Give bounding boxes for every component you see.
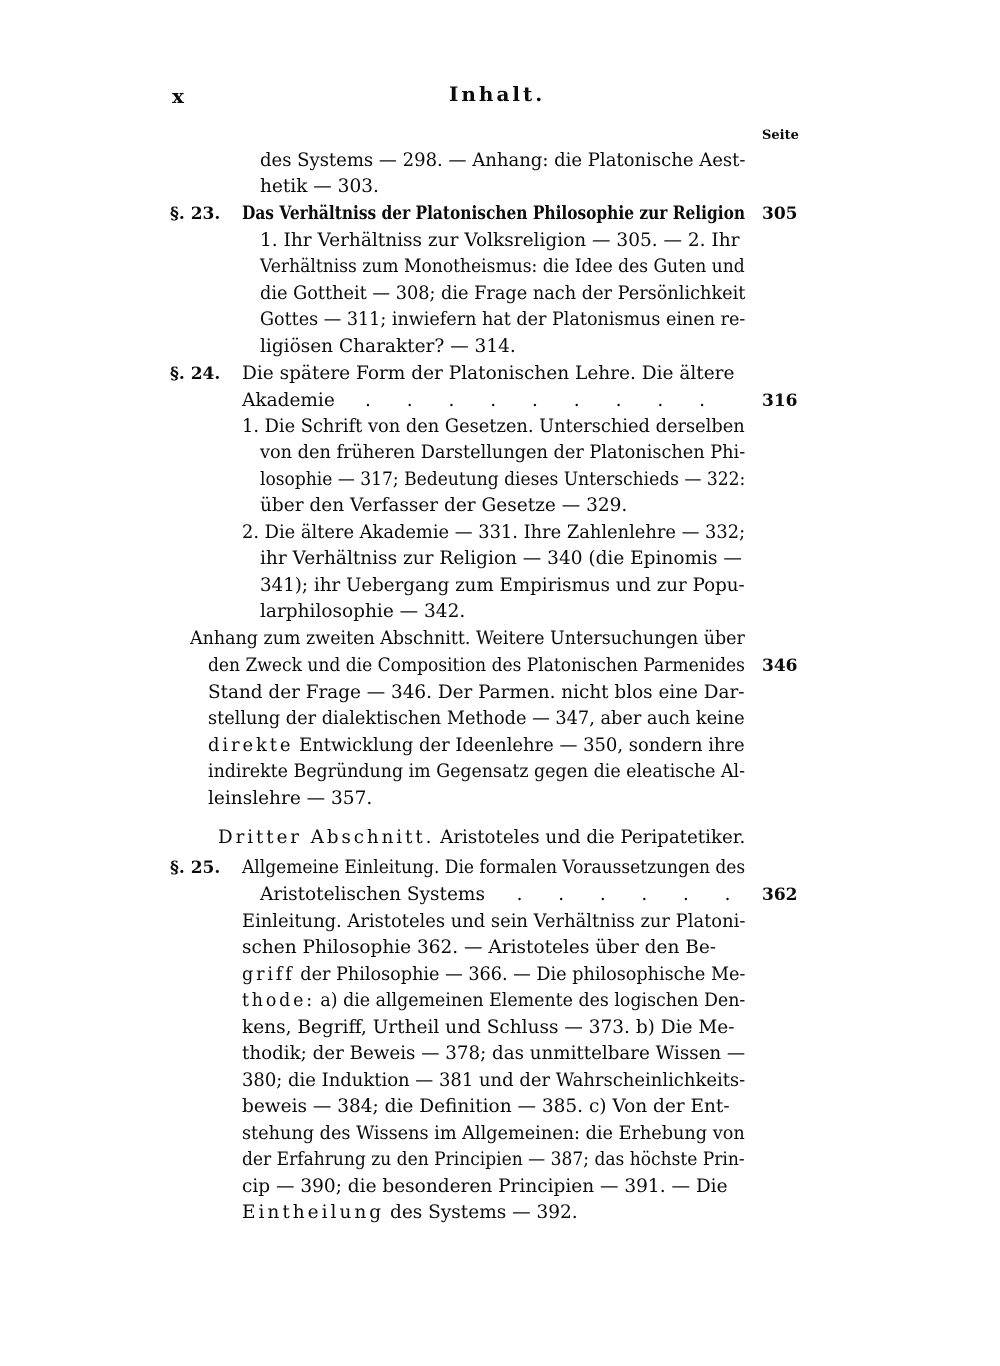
text-line: 341); ihr Uebergang zum Empirismus und zur Popu- — [260, 575, 745, 596]
text-line: beweis — 384; die Definition — 385. c) Von der Ent- — [242, 1096, 730, 1117]
text-line: larphilosophie — 342. — [260, 601, 466, 622]
text-run: Aristoteles und die Peripatetiker. — [434, 827, 746, 848]
text-line: von den früheren Darstellungen der Platonischen Phi- — [260, 442, 746, 463]
text-line: über den Verfasser der Gesetze — 329. — [260, 495, 628, 516]
text-line: leinslehre — 357. — [208, 788, 373, 809]
running-title: Inhalt. — [449, 82, 546, 106]
section-number: §. 24. — [170, 364, 221, 384]
text-line: die Gottheit — 308; die Frage nach der Persönlichkeit — [260, 283, 746, 304]
entry-title: den Zweck und die Composition des Platonischen Parmenides — [208, 655, 745, 676]
text-run: der Philosophie — 366. — Die philosophische Me- — [294, 964, 746, 985]
entry-title: Das Verhältniss der Platonischen Philosophie zur Religion — [242, 203, 746, 224]
text-run: Entwicklung der Ideenlehre — 350, sondern ihre — [293, 735, 745, 756]
spaced-word: thode: — [242, 990, 315, 1011]
page-ref: 346 — [762, 656, 798, 676]
part-heading — [218, 825, 745, 851]
text-line: thodik; der Beweis — 378; das unmittelbare Wissen — — [242, 1043, 746, 1064]
text-line — [208, 733, 745, 759]
page-ref: 316 — [762, 391, 798, 411]
entry-title: Allgemeine Einleitung. Die formalen Voraussetzungen des — [242, 857, 746, 878]
text-run: a) die allgemeinen Elemente des logischen Den- — [314, 990, 746, 1011]
text-line: losophie — 317; Bedeutung dieses Unterschieds — 322: — [260, 469, 746, 490]
text-line: ligiösen Charakter? — 314. — [260, 336, 516, 357]
text-line — [242, 988, 745, 1014]
text-line: cip — 390; die besonderen Principien — 391. — Die — [242, 1176, 728, 1197]
text-line: schen Philosophie 362. — Aristoteles über den Be- — [242, 937, 717, 958]
text-line — [242, 1200, 578, 1226]
text-line: ihr Verhältniss zur Religion — 340 (die Epinomis — — [260, 548, 742, 569]
spaced-word: direkte — [208, 735, 294, 756]
section-number: §. 25. — [170, 858, 221, 878]
text-line: stellung der dialektischen Methode — 347, aber auch keine — [208, 708, 745, 729]
section-number: §. 23. — [170, 204, 221, 224]
text-line: des Systems — 298. — Anhang: die Platonische Aest- — [260, 150, 746, 171]
text-line: der Erfahrung zu den Principien — 387; das höchste Prin- — [242, 1149, 745, 1170]
text-line: Einleitung. Aristoteles und sein Verhältniss zur Platoni- — [242, 911, 746, 932]
text-line: Verhältniss zum Monotheismus: die Idee des Guten und — [260, 256, 745, 277]
text-line: kens, Begriff, Urtheil und Schluss — 373. b) Die Me- — [242, 1017, 735, 1038]
page-ref: 362 — [762, 885, 798, 905]
text-line: Stand der Frage — 346. Der Parmen. nicht blos eine Dar- — [208, 682, 745, 703]
spaced-word: Eintheilung — [242, 1202, 385, 1223]
text-line: Gottes — 311; inwiefern hat der Platonismus einen re- — [260, 309, 746, 330]
entry-title: Aristotelischen Systems — [260, 884, 485, 905]
text-line: 2. Die ältere Akademie — 331. Ihre Zahlenlehre — 332; — [242, 522, 746, 543]
text-run: des Systems — 392. — [384, 1202, 578, 1223]
spaced-word: griff — [242, 964, 295, 985]
entry-title: Die spätere Form der Platonischen Lehre. Die ältere — [242, 363, 735, 384]
text-line: 1. Ihr Verhältniss zur Volksreligion — 305. — 2. Ihr — [260, 230, 740, 251]
text-line: indirekte Begründung im Gegensatz gegen die eleatische Al- — [208, 761, 745, 782]
entry-title: Anhang zum zweiten Abschnitt. Weitere Untersuchungen über — [190, 628, 745, 649]
text-line — [242, 962, 745, 988]
leader-dots: . . . . . . . . . — [365, 390, 720, 411]
text-line: 380; die Induktion — 381 und der Wahrscheinlichkeits- — [242, 1070, 746, 1091]
text-line: hetik — 303. — [260, 176, 379, 197]
page-ref: 305 — [762, 204, 798, 224]
entry-title: Akademie — [242, 390, 335, 411]
seite-label: Seite — [762, 128, 799, 143]
text-line: stehung des Wissens im Allgemeinen: die Erhebung von — [242, 1123, 745, 1144]
leader-dots: . . . . . . . — [475, 884, 746, 905]
text-line: 1. Die Schrift von den Gesetzen. Unterschied derselben — [242, 416, 745, 437]
spaced-word: Dritter Abschnitt. — [218, 827, 435, 848]
page-number: x — [172, 84, 184, 108]
